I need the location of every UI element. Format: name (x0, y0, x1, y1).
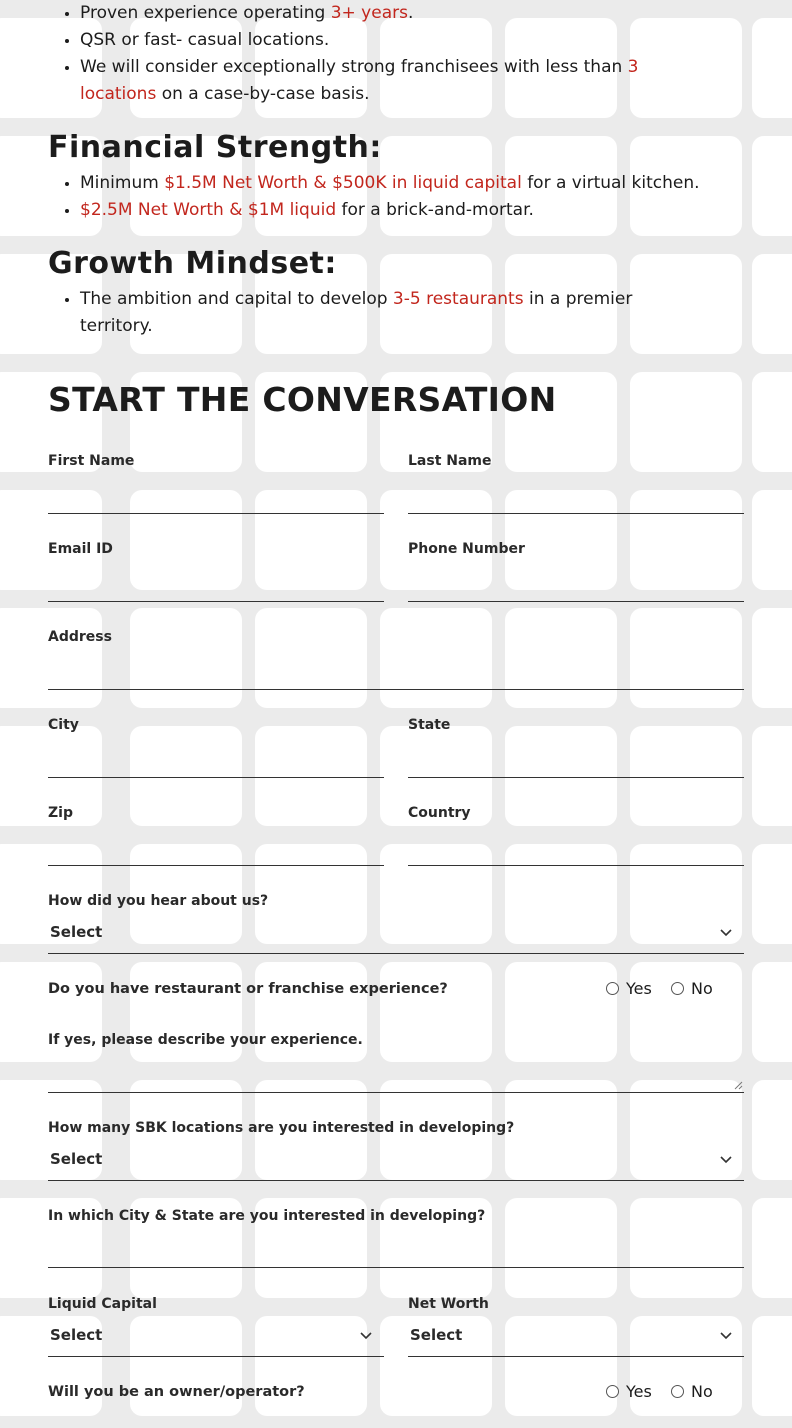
state-label: State (408, 717, 451, 733)
state-field[interactable] (408, 747, 744, 778)
city-state-interest-field[interactable] (48, 1237, 744, 1268)
radio-circle[interactable] (606, 1385, 619, 1398)
growth-mindset-heading: Growth Mindset: (48, 246, 337, 281)
last-name-label: Last Name (408, 453, 492, 469)
city-field[interactable] (48, 747, 384, 778)
experience-question-label: Do you have restaurant or franchise experience? (48, 981, 448, 997)
net-worth-select[interactable] (408, 1322, 744, 1357)
owner-operator-label: Will you be an owner/operator? (48, 1384, 305, 1400)
describe-experience-textarea[interactable] (48, 1060, 744, 1093)
owner-no-radio[interactable] (671, 1382, 713, 1401)
list-item: We will consider exceptionally strong franchisees with less than 3 locations on a case-by-case basis. (80, 54, 680, 108)
select-value: Select (50, 923, 103, 941)
radio-circle[interactable] (671, 1385, 684, 1398)
address-input[interactable] (48, 659, 744, 689)
city-label: City (48, 717, 79, 733)
first-name-input[interactable] (48, 483, 384, 513)
radio-label: No (691, 1382, 713, 1401)
liquid-capital-label: Liquid Capital (48, 1296, 157, 1312)
country-input[interactable] (408, 835, 744, 865)
country-field[interactable] (408, 835, 744, 866)
experience-no-radio[interactable] (671, 979, 713, 998)
radio-label: No (691, 979, 713, 998)
first-name-field[interactable] (48, 483, 384, 514)
list-item: Proven experience operating 3+ years. (80, 0, 700, 27)
zip-label: Zip (48, 805, 73, 821)
address-field[interactable] (48, 659, 744, 690)
state-input[interactable] (408, 747, 744, 777)
list-item: $2.5M Net Worth & $1M liquid for a brick-and-mortar. (80, 197, 700, 224)
email-label: Email ID (48, 541, 113, 557)
zip-field[interactable] (48, 835, 384, 866)
radio-circle[interactable] (606, 982, 619, 995)
experience-yes-radio[interactable] (606, 979, 652, 998)
list-item: Minimum $1.5M Net Worth & $500K in liquid capital for a virtual kitchen. (80, 170, 760, 197)
last-name-field[interactable] (408, 483, 744, 514)
phone-field[interactable] (408, 571, 744, 602)
chevron-down-icon (360, 1330, 372, 1340)
financial-requirements-list (0, 170, 760, 224)
radio-label: Yes (626, 1382, 652, 1401)
liquid-capital-select[interactable] (48, 1322, 384, 1357)
phone-input[interactable] (408, 571, 744, 601)
city-input[interactable] (48, 747, 384, 777)
resize-handle-icon[interactable] (733, 1080, 743, 1090)
country-label: Country (408, 805, 471, 821)
owner-yes-radio[interactable] (606, 1382, 652, 1401)
zip-input[interactable] (48, 835, 384, 865)
chevron-down-icon (720, 1330, 732, 1340)
address-label: Address (48, 629, 112, 645)
chevron-down-icon (720, 1154, 732, 1164)
select-value: Select (50, 1150, 103, 1168)
form-title: START THE CONVERSATION (48, 380, 557, 419)
hear-about-us-select[interactable] (48, 919, 744, 954)
experience-requirements-list (0, 0, 700, 108)
select-value: Select (410, 1326, 463, 1344)
city-state-interest-input[interactable] (48, 1237, 744, 1267)
select-value: Select (50, 1326, 103, 1344)
radio-label: Yes (626, 979, 652, 998)
email-field[interactable] (48, 571, 384, 602)
financial-strength-heading: Financial Strength: (48, 130, 382, 165)
phone-label: Phone Number (408, 541, 525, 557)
locations-count-label: How many SBK locations are you interested in developing? (48, 1120, 515, 1136)
net-worth-label: Net Worth (408, 1296, 489, 1312)
hear-about-us-label: How did you hear about us? (48, 893, 269, 909)
radio-circle[interactable] (671, 982, 684, 995)
first-name-label: First Name (48, 453, 135, 469)
describe-experience-label: If yes, please describe your experience. (48, 1032, 363, 1048)
list-item: The ambition and capital to develop 3-5 restaurants in a premier territory. (80, 286, 680, 340)
list-item: QSR or fast- casual locations. (80, 27, 700, 54)
last-name-input[interactable] (408, 483, 744, 513)
locations-count-select[interactable] (48, 1146, 744, 1181)
email-input[interactable] (48, 571, 384, 601)
growth-requirements-list (0, 286, 680, 340)
chevron-down-icon (720, 927, 732, 937)
city-state-interest-label: In which City & State are you interested in developing? (48, 1208, 486, 1224)
